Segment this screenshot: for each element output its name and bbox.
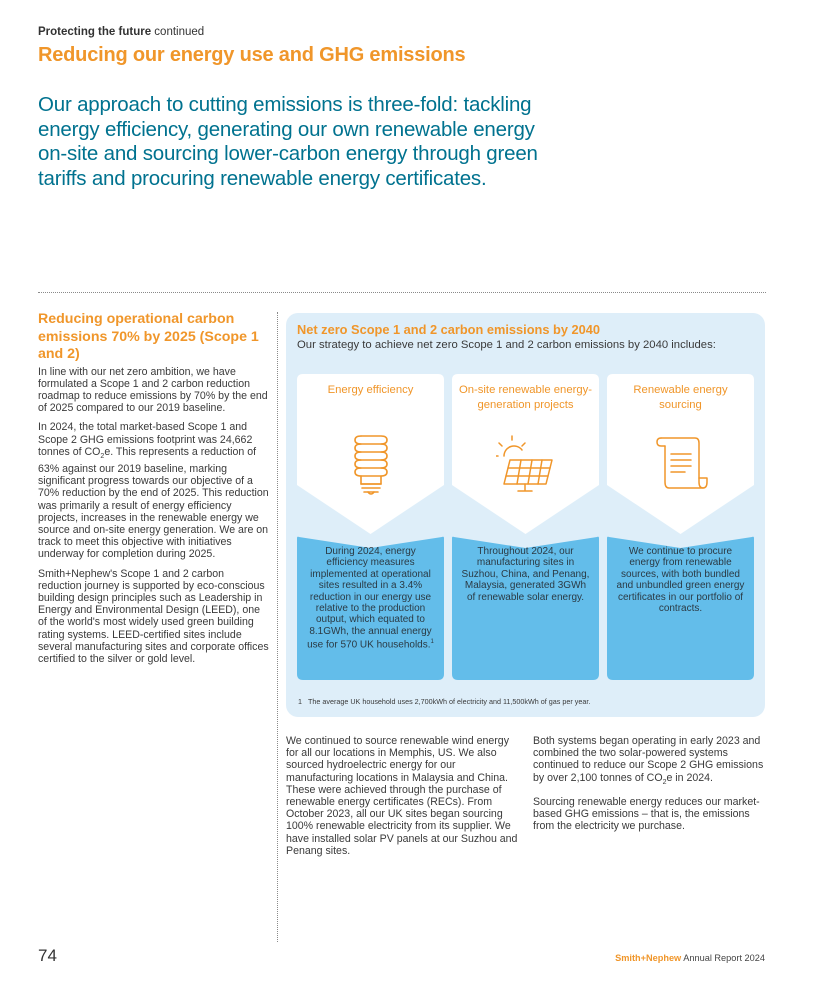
card-text: We continue to procure energy from renewable sources, with both bundled and unbundled green energy certificates in our portfolio of contracts.: [616, 546, 745, 615]
card-onsite-renewable: [452, 374, 599, 680]
left-paragraph-3: Smith+Nephew's Scope 1 and 2 carbon reduction journey is supported by eco-conscious building design principles such as Leadership in Energy and Environmental Design (LEED), one of the world's most widely used green building rating systems. LEED-certified sites include several manufacturing sites and corporate offices certified to the silver or gold level.: [38, 567, 269, 666]
middle-paragraph-1: We continued to source renewable wind energy for all our locations in Memphis, US. We also sourced hydroelectric energy for our manufacturing locations in Malaysia and China. These were achieved through the purchase of renewable energy certificates (RECs). From October 2023, all our UK sites began sourcing 100% renewable electricity from its supplier. We have installed solar PV panels at our Suzhou and Penang sites.: [286, 735, 518, 857]
horizontal-divider: [38, 292, 766, 293]
footnote-ref: 1: [430, 639, 434, 646]
left-body: [38, 366, 270, 666]
card-shape: [607, 374, 754, 680]
right-paragraph-1: Both systems began operating in early 2023 and combined the two solar-powered systems continued to reduce our Scope 2 GHG emissions by over 2,100 tonnes of $CO_2e$ in 2024.: [533, 735, 764, 786]
vertical-divider: [277, 312, 278, 942]
page-number: 74: [38, 946, 57, 965]
left-heading: Reducing operational carbon emissions 70% by 2025 (Scope 1 and 2): [38, 311, 259, 362]
section-eyebrow: [38, 26, 204, 38]
card-energy-efficiency: [297, 374, 444, 680]
card-text: During 2024, energy efficiency measures implemented at operational sites resulted in a 3.4% reduction in our energy use relative to the production output, which equated to 8.1GWh, the annual energy use for 570 UK households.$^1$: [307, 546, 434, 651]
intro-statement: Our approach to cutting emissions is three-fold: tackling energy efficiency, generating our own renewable energy on-site and sourcing lower-carbon energy through green tariffs and procuring renewable energy certificates.: [38, 93, 538, 190]
page-title: Reducing our energy use and GHG emissions: [38, 44, 466, 66]
right-column: [533, 735, 768, 840]
card-label: Energy efficiency: [327, 384, 414, 396]
middle-column: [286, 735, 518, 864]
card-renewable-sourcing: [607, 374, 754, 680]
right-paragraph-2: Sourcing renewable energy reduces our market-based GHG emissions – that is, the emissions from the electricity we purchase.: [533, 795, 760, 833]
section-name: Protecting the future: [38, 26, 152, 38]
lightbulb-icon: [341, 434, 401, 496]
panel-title: Net zero Scope 1 and 2 carbon emissions by 2040: [297, 322, 600, 337]
card-label: On-site renewable energy-generation projects: [458, 384, 593, 411]
card-shape: [452, 374, 599, 680]
left-paragraph-1: In line with our net zero ambition, we have formulated a Scope 1 and 2 carbon reduction roadmap to reduce emissions by 70% by the end of 2025 compared to our 2019 baseline.: [38, 365, 268, 415]
report-name: Annual Report 2024: [683, 953, 765, 963]
panel-subtitle: Our strategy to achieve net zero Scope 1 and 2 carbon emissions by 2040 includes:: [297, 339, 716, 351]
left-paragraph-2: In 2024, the total market-based Scope 1 and Scope 2 GHG emissions footprint was 24,662 tonnes of $CO_2e$. This represents a reduction of 63% against our 2019 baseline, marking significant progress towards our objective of a 70% reduction by the end of 2025. This reduction was primarily a result of energy efficiency projects, increases in the renewable energy we source and on-site energy generation. We are on track to meet this objective with initiatives underway for completion during 2025.: [38, 421, 269, 561]
footnote: 1 The average UK household uses 2,700kWh of electricity and 11,500kWh of gas per year.: [298, 697, 591, 706]
solar-panel-icon: [496, 434, 556, 496]
brand-name: Smith+Nephew: [615, 953, 682, 963]
certificate-scroll-icon: [651, 434, 711, 496]
card-text: Throughout 2024, our manufacturing sites in Suzhou, China, and Penang, Malaysia, generated 3GWh of renewable solar energy.: [461, 546, 590, 603]
continued-label: continued: [154, 26, 205, 38]
footer-brand: [615, 953, 765, 963]
left-column: [38, 311, 270, 672]
card-label: Renewable energy sourcing: [633, 384, 728, 411]
net-zero-panel: [286, 313, 765, 717]
